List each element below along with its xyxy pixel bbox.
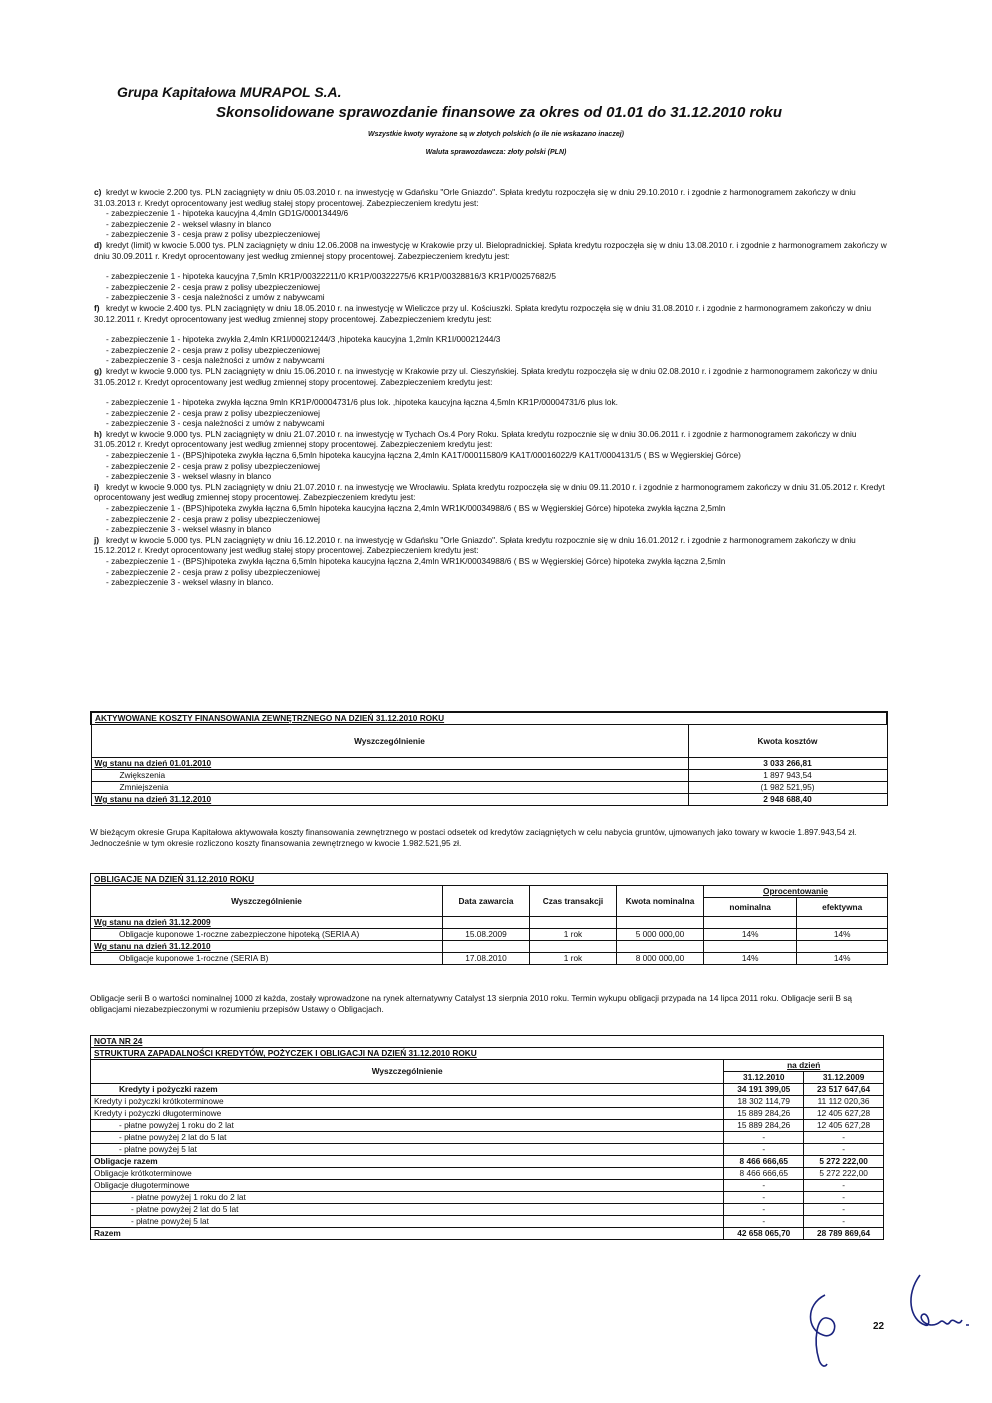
credit-item-text: kredyt w kwocie 5.000 tys. PLN zaciągnięty w dniu 16.12.2010 r. na inwestycję w Gdańsku "Orle Gniazdo". Spłata kredytu rozpocznie się w dniu 16.01.2012 r. i zgodnie z harmonogramem zakończy w dniu 15.12.2012 r. Kredyt oprocentowany jest według stałej stopy procentowej. Zabezpieczeniem kredytu jest:	[94, 534, 856, 556]
collateral-line: - zabezpieczenie 2 - cesja praw z polisy ubezpieczeniowej	[106, 514, 894, 525]
collateral-line: - zabezpieczenie 1 - hipoteka zwykła 2,4mln KR1I/00021244/3 ,hipoteka kaucyjna 1,2mln KR1I/00021244/3	[106, 334, 894, 345]
signature-mark-2	[900, 1270, 975, 1350]
empty-cell	[443, 941, 530, 953]
row-label: - płatne powyżej 1 roku do 2 lat	[91, 1120, 724, 1132]
table-row	[91, 782, 887, 794]
value-2010: -	[724, 1144, 804, 1156]
row-label: - płatne powyżej 5 lat	[91, 1216, 724, 1228]
value-2010: 8 466 666,65	[724, 1156, 804, 1168]
table-row	[91, 1180, 884, 1192]
credit-item	[94, 429, 894, 450]
table-row	[91, 1168, 884, 1180]
spacer	[94, 261, 894, 271]
credit-list	[94, 187, 894, 588]
row-value: 3 033 266,81	[688, 758, 887, 770]
bond-term: 1 rok	[530, 929, 617, 941]
table-row	[91, 1228, 884, 1240]
empty-cell	[797, 941, 888, 953]
value-2010: 8 466 666,65	[724, 1168, 804, 1180]
collateral-line: - zabezpieczenie 3 - weksel własny in blanco.	[106, 577, 894, 588]
bonds-col-term: Czas transakcji	[530, 886, 617, 917]
collateral-line: - zabezpieczenie 3 - weksel własny in blanco	[106, 524, 894, 535]
value-2009: -	[804, 1216, 884, 1228]
value-2009: 5 272 222,00	[804, 1168, 884, 1180]
maturity-col-group: na dzień	[724, 1060, 884, 1072]
collateral-line: - zabezpieczenie 2 - cesja praw z polisy ubezpieczeniowej	[106, 567, 894, 578]
value-2009: 12 405 627,28	[804, 1120, 884, 1132]
table-row	[91, 1096, 884, 1108]
bond-nominal-rate: 14%	[704, 953, 797, 965]
collateral-line: - zabezpieczenie 1 - hipoteka zwykła łączna 9mln KR1P/00004731/6 plus lok. ,hipoteka kaucyjna łączna 4,5mln KR1P/00004731/6 plus lok.	[106, 397, 894, 408]
collateral-line: - zabezpieczenie 3 - cesja należności z umów z nabywcami	[106, 292, 894, 303]
row-label: Razem	[91, 1228, 724, 1240]
signature-mark-1	[795, 1290, 855, 1370]
bond-name: Obligacje kuponowe 1-roczne (SERIA B)	[91, 953, 443, 965]
credit-item	[94, 535, 894, 556]
value-2010: -	[724, 1132, 804, 1144]
maturity-title: STRUKTURA ZAPADALNOŚCI KREDYTÓW, POŻYCZEK I OBLIGACJI NA DZIEŃ 31.12.2010 ROKU	[91, 1048, 884, 1060]
note-number: NOTA NR 24	[91, 1036, 884, 1048]
bond-section-row	[91, 917, 888, 929]
collateral-line: - zabezpieczenie 3 - cesja należności z umów z nabywcami	[106, 355, 894, 366]
bond-nominal-rate: 14%	[704, 929, 797, 941]
bonds-title: OBLIGACJE NA DZIEŃ 31.12.2010 ROKU	[91, 874, 888, 886]
credit-item-letter: j)	[94, 534, 100, 545]
company-name: Grupa Kapitałowa MURAPOL S.A.	[117, 84, 342, 100]
row-label: Wg stanu na dzień 31.12.2010	[91, 794, 688, 806]
credit-item-letter: h)	[94, 428, 102, 439]
col-header-description: Wyszczególnienie	[91, 725, 688, 758]
financing-costs-paragraph: W bieżącym okresie Grupa Kapitałowa aktywowała koszty finansowania zewnętrznego w postaci odsetek od kredytów zaciągniętych w celu nabycia gruntów, ujmowanych jako towary w kwocie 1.897.943,54 zł. Jednocześnie w tym okresie rozliczono koszty finansowania zewnętrznego w kwocie 1.982.521,95 zł.	[90, 827, 857, 848]
bonds-col-nominal-rate: nominalna	[704, 898, 797, 917]
row-label: - płatne powyżej 1 roku do 2 lat	[91, 1192, 724, 1204]
col-header-amount: Kwota kosztów	[688, 725, 887, 758]
table-row	[91, 1192, 884, 1204]
row-value: 2 948 688,40	[688, 794, 887, 806]
maturity-col-description: Wyszczególnienie	[91, 1060, 724, 1084]
value-2010: 15 889 284,26	[724, 1108, 804, 1120]
table-row	[91, 770, 887, 782]
bonds-col-date: Data zawarcia	[443, 886, 530, 917]
value-2010: -	[724, 1204, 804, 1216]
bond-amount: 8 000 000,00	[617, 953, 704, 965]
credit-item-text: kredyt w kwocie 2.200 tys. PLN zaciągnięty w dniu 05.03.2010 r. na inwestycję w Gdańsku "Orle Gniazdo". Spłata kredytu rozpoczęła się w dniu 29.10.2010 r. i zgodnie z harmonogramem zakończy w dniu 31.03.2013 r. Kredyt oprocentowany jest według stałej stopy procentowej. Zabezpieczeniem kredytu jest:	[94, 187, 856, 208]
collateral-line: - zabezpieczenie 1 - hipoteka kaucyjna 4,4mln GD1G/00013449/6	[106, 208, 894, 219]
collateral-line: - zabezpieczenie 2 - cesja praw z polisy ubezpieczeniowej	[106, 461, 894, 472]
value-2010: 18 302 114,79	[724, 1096, 804, 1108]
page-number: 22	[873, 1321, 885, 1332]
bond-effective-rate: 14%	[797, 953, 888, 965]
credit-item-letter: i)	[94, 481, 100, 492]
empty-cell	[704, 917, 797, 929]
credit-item-letter: c)	[94, 187, 102, 197]
bond-name: Obligacje kuponowe 1-roczne zabezpieczone hipoteką (SERIA A)	[91, 929, 443, 941]
table-row	[91, 758, 887, 770]
bond-section-heading: Wg stanu na dzień 31.12.2009	[91, 917, 443, 929]
credit-item	[94, 366, 894, 387]
empty-cell	[530, 917, 617, 929]
value-2010: -	[724, 1216, 804, 1228]
row-value: (1 982 521,95)	[688, 782, 887, 794]
bond-effective-rate: 14%	[797, 929, 888, 941]
maturity-col-2009: 31.12.2009	[804, 1072, 884, 1084]
bond-date: 17.08.2010	[443, 953, 530, 965]
collateral-line: - zabezpieczenie 3 - cesja należności z umów z nabywcami	[106, 418, 894, 429]
collateral-line: - zabezpieczenie 2 - weksel własny in blanco	[106, 219, 894, 230]
row-label: - płatne powyżej 2 lat do 5 lat	[91, 1204, 724, 1216]
collateral-line: - zabezpieczenie 2 - cesja praw z polisy ubezpieczeniowej	[106, 282, 894, 293]
table-row	[91, 1120, 884, 1132]
table-row	[91, 1144, 884, 1156]
value-2010: -	[724, 1180, 804, 1192]
table-row	[91, 1216, 884, 1228]
bond-row	[91, 929, 888, 941]
row-label: Kredyty i pożyczki krótkoterminowe	[91, 1096, 724, 1108]
row-label: - płatne powyżej 5 lat	[91, 1144, 724, 1156]
currency-note: Waluta sprawozdawcza: złoty polski (PLN)	[425, 149, 567, 156]
table-row	[91, 1108, 884, 1120]
collateral-line: - zabezpieczenie 1 - (BPS)hipoteka zwykła łączna 6,5mln hipoteka kaucyjna łączna 2,4mln WR1K/00034988/6 ( BS w Węgierskiej Górce) hipoteka zwykła łączna 2,5mln	[106, 503, 894, 514]
credit-item-letter: f)	[94, 302, 100, 313]
bonds-paragraph: Obligacje serii B o wartości nominalnej 1000 zł każda, zostały wprowadzone na rynek alternatywny Catalyst 13 sierpnia 2010 roku. Termin wykupu obligacji przypada na 14 lipca 2011 roku. Obligacje serii B są obligacjami niezabezpieczonymi w rozumieniu przepisów Ustawy o Obligacjach.	[90, 993, 853, 1014]
row-label: - płatne powyżej 2 lat do 5 lat	[91, 1132, 724, 1144]
bond-section-heading: Wg stanu na dzień 31.12.2010	[91, 941, 443, 953]
value-2010: -	[724, 1192, 804, 1204]
credit-item-letter: d)	[94, 239, 102, 250]
value-2009: 28 789 869,64	[804, 1228, 884, 1240]
value-2009: -	[804, 1192, 884, 1204]
row-label: Obligacje długoterminowe	[91, 1180, 724, 1192]
empty-cell	[704, 941, 797, 953]
row-label: Obligacje krótkoterminowe	[91, 1168, 724, 1180]
credit-item-text: kredyt w kwocie 2.400 tys. PLN zaciągnięty w dniu 18.05.2010 r. na inwestycję w Wieliczce przy ul. Kościuszki. Spłata kredytu rozpoczęła się w dniu 31.08.2010 r. i zgodnie z harmonogramem zakończy w dniu 30.12.2011 r. Kredyt oprocentowany jest według zmiennej stopy procentowej. Zabezpieczeniem kredytu jest:	[94, 302, 872, 324]
row-label: Kredyty i pożyczki długoterminowe	[91, 1108, 724, 1120]
empty-cell	[443, 917, 530, 929]
value-2009: -	[804, 1132, 884, 1144]
row-label: Wg stanu na dzień 01.01.2010	[91, 758, 688, 770]
maturity-table	[90, 1035, 884, 1240]
credit-item	[94, 187, 894, 208]
financing-costs-table	[90, 711, 888, 806]
value-2009: -	[804, 1144, 884, 1156]
bonds-col-nominal: Kwota nominalna	[617, 886, 704, 917]
value-2009: 12 405 627,28	[804, 1108, 884, 1120]
financing-costs-title: AKTYWOWANE KOSZTY FINANSOWANIA ZEWNĘTRZNEGO NA DZIEŃ 31.12.2010 ROKU	[91, 712, 887, 725]
amounts-note: Wszystkie kwoty wyrażone są w złotych polskich (o ile nie wskazano inaczej)	[368, 131, 624, 138]
maturity-col-2010: 31.12.2010	[724, 1072, 804, 1084]
value-2010: 42 658 065,70	[724, 1228, 804, 1240]
value-2010: 34 191 399,05	[724, 1084, 804, 1096]
empty-cell	[617, 917, 704, 929]
value-2009: 11 112 020,36	[804, 1096, 884, 1108]
credit-item-text: kredyt w kwocie 9.000 tys. PLN zaciągnięty w dniu 21.07.2010 r. na inwestycję we Wrocławiu. Spłata kredytu rozpoczęła się w dniu 09.11.2010 r. i zgodnie z harmonogramem zakończy w dniu 31.05.2012 r. Kredyt oprocentowany jest według zmiennej stopy procentowej. Zabezpieczeniem kredytu jest:	[94, 481, 885, 503]
bonds-col-description: Wyszczególnienie	[91, 886, 443, 917]
credit-item-letter: g)	[94, 365, 102, 376]
bonds-col-effective-rate: efektywna	[797, 898, 888, 917]
credit-item-text: kredyt w kwocie 9.000 tys. PLN zaciągnięty w dniu 21.07.2010 r. na inwestycję w Tychach Os.4 Pory Roku. Spłata kredytu rozpocznie się w dniu 30.06.2011 r. i zgodnie z harmonogramem zakończy w dniu 31.05.2012 r. Kredyt oprocentowany jest według zmiennej stopy procentowej. Zabezpieczeniem kredytu jest:	[94, 428, 857, 450]
bond-amount: 5 000 000,00	[617, 929, 704, 941]
credit-item	[94, 303, 894, 324]
spacer	[94, 387, 894, 397]
empty-cell	[797, 917, 888, 929]
row-value: 1 897 943,54	[688, 770, 887, 782]
empty-cell	[530, 941, 617, 953]
collateral-line: - zabezpieczenie 2 - cesja praw z polisy ubezpieczeniowej	[106, 408, 894, 419]
table-row	[91, 1084, 884, 1096]
row-label: Zwiększenia	[91, 770, 688, 782]
bond-row	[91, 953, 888, 965]
value-2009: -	[804, 1204, 884, 1216]
collateral-line: - zabezpieczenie 3 - cesja praw z polisy ubezpieczeniowej	[106, 229, 894, 240]
table-row	[91, 1132, 884, 1144]
row-label: Zmniejszenia	[91, 782, 688, 794]
value-2009: -	[804, 1180, 884, 1192]
row-label: Obligacje razem	[91, 1156, 724, 1168]
bond-term: 1 rok	[530, 953, 617, 965]
table-row	[91, 1204, 884, 1216]
credit-item-text: kredyt (limit) w kwocie 5.000 tys. PLN zaciągnięty w dniu 12.06.2008 na inwestycję w Krakowie przy ul. Bielopradnickiej. Spłata kredytu rozpoczęła się w dniu 13.08.2010 r. i zgodnie z harmonogramem zakończy w dniu 30.09.2011 r. Kredyt oprocentowany jest według zmiennej stopy procentowej. Zabezpieczeniem kredytu jest:	[94, 239, 887, 261]
empty-cell	[617, 941, 704, 953]
bond-date: 15.08.2009	[443, 929, 530, 941]
collateral-line: - zabezpieczenie 1 - (BPS)hipoteka zwykła łączna 6,5mln hipoteka kaucyjna łączna 2,4mln WR1K/00034988/6 ( BS w Węgierskiej Górce) hipoteka zwykła łączna 2,5mln	[106, 556, 894, 567]
value-2010: 15 889 284,26	[724, 1120, 804, 1132]
bonds-table	[90, 873, 888, 965]
collateral-line: - zabezpieczenie 1 - hipoteka kaucyjna 7,5mln KR1P/00322211/0 KR1P/00322275/6 KR1P/00328816/3 KR1P/00257682/5	[106, 271, 894, 282]
collateral-line: - zabezpieczenie 2 - cesja praw z polisy ubezpieczeniowej	[106, 345, 894, 356]
credit-item	[94, 240, 894, 261]
table-row	[91, 1156, 884, 1168]
value-2009: 23 517 647,64	[804, 1084, 884, 1096]
value-2009: 5 272 222,00	[804, 1156, 884, 1168]
table-row	[91, 794, 887, 806]
report-title: Skonsolidowane sprawozdanie finansowe za okres od 01.01 do 31.12.2010 roku	[216, 104, 783, 121]
bonds-col-interest: Oprocentowanie	[704, 886, 888, 898]
collateral-line: - zabezpieczenie 3 - weksel własny in blanco	[106, 471, 894, 482]
bond-section-row	[91, 941, 888, 953]
row-label: Kredyty i pożyczki razem	[91, 1084, 724, 1096]
credit-item-text: kredyt w kwocie 9.000 tys. PLN zaciągnięty w dniu 15.06.2010 r. na inwestycję w Krakowie przy ul. Cieszyńskiej. Spłata kredytu rozpoczęła się w dniu 02.08.2010 r. i zgodnie z harmonogramem zakończy w dniu 31.05.2012 r. Kredyt oprocentowany jest według zmiennej stopy procentowej. Zabezpieczeniem kredytu jest:	[94, 365, 878, 387]
collateral-line: - zabezpieczenie 1 - (BPS)hipoteka zwykła łączna 6,5mln hipoteka kaucyjna łączna 2,4mln KA1T/00011580/9 KA1T/00016022/9 KA1T/0004131/5 ( BS w Węgierskiej Górce)	[106, 450, 894, 461]
credit-item	[94, 482, 894, 503]
spacer	[94, 324, 894, 334]
